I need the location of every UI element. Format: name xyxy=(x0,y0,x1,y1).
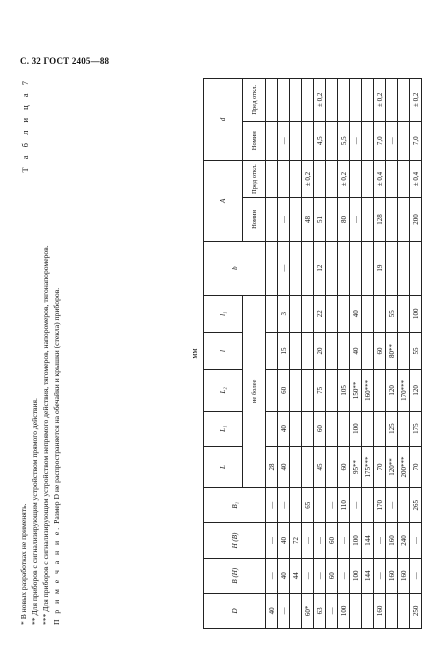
table-cell: 200*** xyxy=(398,446,410,487)
table-cell xyxy=(302,446,314,487)
table-cell: — xyxy=(326,488,338,523)
table-cell: 48 xyxy=(302,198,314,242)
table-cell: — xyxy=(278,593,290,628)
table-row xyxy=(398,79,410,629)
table-cell xyxy=(362,593,374,628)
table-cell xyxy=(350,241,362,295)
units-label: мм xyxy=(190,348,199,359)
col-d-dev: Пред откл. xyxy=(243,79,266,122)
table-cell xyxy=(326,411,338,446)
table-cell xyxy=(290,488,302,523)
table-cell xyxy=(398,79,410,122)
table-cell xyxy=(350,79,362,122)
table-cell: — xyxy=(266,558,278,593)
note-text: Размер D не распространяется на обечайки и крышки (стекла) приборов. xyxy=(52,287,61,524)
table-row xyxy=(338,79,350,629)
col-B: B (H) xyxy=(204,558,266,593)
table-cell xyxy=(302,411,314,446)
table-cell: 51 xyxy=(314,198,326,242)
col-l: l xyxy=(204,332,243,369)
table-cell xyxy=(326,295,338,332)
table-cell: 200 xyxy=(410,198,422,242)
table-cell xyxy=(338,79,350,122)
table-cell: 120** xyxy=(386,446,398,487)
col-d-nom: Номин xyxy=(243,121,266,160)
table-row xyxy=(410,79,422,629)
table-cell xyxy=(326,198,338,242)
table-cell: 128 xyxy=(374,198,386,242)
table-cell xyxy=(290,332,302,369)
table-cell: 125 xyxy=(386,411,398,446)
table-cell: 12 xyxy=(314,241,326,295)
table-row xyxy=(266,79,278,629)
table-cell xyxy=(290,121,302,160)
table-cell: — xyxy=(326,593,338,628)
table-cell xyxy=(266,411,278,446)
table-row xyxy=(362,79,374,629)
table-cell xyxy=(290,160,302,197)
dimensions-table xyxy=(203,78,422,629)
table-cell: 5,5 xyxy=(338,121,350,160)
table-cell: 60* xyxy=(302,593,314,628)
table-cell: — xyxy=(278,488,290,523)
table-cell: 44 xyxy=(290,558,302,593)
col-b: b xyxy=(204,241,266,295)
table-cell: — xyxy=(374,523,386,558)
table-cell: — xyxy=(410,558,422,593)
table-cell: 28 xyxy=(266,446,278,487)
table-cell xyxy=(290,79,302,122)
table-cell xyxy=(302,241,314,295)
table-row xyxy=(386,79,398,629)
table-cell xyxy=(290,446,302,487)
table-cell xyxy=(398,593,410,628)
table-cell xyxy=(398,411,410,446)
table-cell: — xyxy=(278,241,290,295)
table-cell xyxy=(362,488,374,523)
table-cell xyxy=(338,332,350,369)
table-cell: 40 xyxy=(278,411,290,446)
table-cell: 60 xyxy=(326,558,338,593)
table-cell: 70 xyxy=(374,446,386,487)
table-cell: 175*** xyxy=(362,446,374,487)
table-cell: — xyxy=(314,523,326,558)
table-cell: 160*** xyxy=(362,370,374,411)
table-cell xyxy=(374,295,386,332)
table-cell: 170*** xyxy=(398,370,410,411)
table-cell: 55 xyxy=(410,332,422,369)
table-cell: 40 xyxy=(278,558,290,593)
table-cell: 7,0 xyxy=(374,121,386,160)
table-cell: — xyxy=(350,121,362,160)
table-cell: 250 xyxy=(410,593,422,628)
table-cell: 100 xyxy=(350,558,362,593)
page-header: С. 32 ГОСТ 2405—88 xyxy=(20,56,110,66)
rotated-content xyxy=(18,78,420,629)
table-cell xyxy=(266,160,278,197)
footnote-2: ** Для приборов с сигнализирующим устройством прямого действия. xyxy=(30,398,39,625)
table-cell: 105 xyxy=(338,370,350,411)
table-cell xyxy=(338,411,350,446)
col-H: H (B) xyxy=(204,523,266,558)
table-caption: Т а б л и ц а 7 xyxy=(20,78,30,173)
table-cell: — xyxy=(266,523,278,558)
table-cell: — xyxy=(350,488,362,523)
table-cell: ± 0,2 xyxy=(410,79,422,122)
table-cell: 40 xyxy=(350,332,362,369)
note xyxy=(51,80,62,625)
table-cell: 20 xyxy=(314,332,326,369)
table-cell xyxy=(278,160,290,197)
table-row xyxy=(350,79,362,629)
table-cell xyxy=(338,295,350,332)
table-cell: 100 xyxy=(338,593,350,628)
table-cell: 265 xyxy=(410,488,422,523)
table-cell xyxy=(362,198,374,242)
table-cell xyxy=(362,121,374,160)
table-cell: — xyxy=(314,558,326,593)
table-cell: — xyxy=(338,523,350,558)
table-cell xyxy=(266,332,278,369)
table-cell xyxy=(338,241,350,295)
col-A: A xyxy=(204,160,243,241)
table-cell xyxy=(386,79,398,122)
table-cell xyxy=(302,121,314,160)
table-cell xyxy=(290,370,302,411)
table-cell xyxy=(266,121,278,160)
col-D: D xyxy=(204,593,266,628)
table-cell: 170 xyxy=(374,488,386,523)
table-cell: — xyxy=(350,198,362,242)
table-cell xyxy=(350,160,362,197)
table-cell xyxy=(362,295,374,332)
table-cell: 60 xyxy=(326,523,338,558)
table-cell: — xyxy=(410,523,422,558)
table-cell: — xyxy=(386,488,398,523)
table-cell xyxy=(290,411,302,446)
table-cell xyxy=(374,411,386,446)
table-cell: 80** xyxy=(386,332,398,369)
table-cell xyxy=(398,488,410,523)
table-cell xyxy=(398,198,410,242)
table-cell xyxy=(290,295,302,332)
table-cell: 40 xyxy=(266,593,278,628)
table-cell: 160 xyxy=(398,558,410,593)
note-label: П р и м е ч а н и е. xyxy=(52,525,61,625)
col-L2: L₂ xyxy=(204,370,243,411)
table-cell xyxy=(362,241,374,295)
table-cell: 144 xyxy=(362,558,374,593)
footnotes xyxy=(18,80,62,625)
table-cell: 60 xyxy=(314,411,326,446)
table-cell xyxy=(386,198,398,242)
table-cell: 65 xyxy=(302,488,314,523)
table-cell: 70 xyxy=(410,446,422,487)
table-cell xyxy=(398,332,410,369)
table-cell: 75 xyxy=(314,370,326,411)
table-cell: ± 0,2 xyxy=(374,79,386,122)
table-row xyxy=(290,79,302,629)
table-row xyxy=(302,79,314,629)
table-cell xyxy=(314,488,326,523)
table-row xyxy=(314,79,326,629)
table-cell: 100 xyxy=(350,411,362,446)
table-cell: 95** xyxy=(350,446,362,487)
table-cell: 100 xyxy=(350,523,362,558)
table-cell: 175 xyxy=(410,411,422,446)
table-cell: — xyxy=(266,488,278,523)
table-cell xyxy=(266,295,278,332)
table-cell xyxy=(326,446,338,487)
table-cell: — xyxy=(302,523,314,558)
footnote-1: * В новых разработках не применять. xyxy=(19,503,28,625)
table-cell: 19 xyxy=(374,241,386,295)
table-cell xyxy=(326,79,338,122)
table-cell xyxy=(374,370,386,411)
table-cell xyxy=(302,295,314,332)
table-cell xyxy=(302,332,314,369)
table-cell: 60 xyxy=(278,370,290,411)
table-cell xyxy=(326,370,338,411)
col-B1: B₁ xyxy=(204,488,266,523)
col-l1: l₁ xyxy=(204,295,243,332)
table-cell xyxy=(266,79,278,122)
table-cell xyxy=(362,79,374,122)
table-cell xyxy=(398,160,410,197)
table-cell: 160 xyxy=(386,558,398,593)
table-cell xyxy=(386,593,398,628)
table-cell: ± 0,2 xyxy=(338,160,350,197)
table-cell xyxy=(290,241,302,295)
table-cell xyxy=(278,79,290,122)
table-cell xyxy=(266,241,278,295)
table-row xyxy=(374,79,386,629)
table-body xyxy=(266,79,422,629)
table-cell xyxy=(362,160,374,197)
table-cell: 120 xyxy=(410,370,422,411)
table-cell: 15 xyxy=(278,332,290,369)
table-cell: 150** xyxy=(350,370,362,411)
table-cell: ± 0,2 xyxy=(314,79,326,122)
table-cell xyxy=(410,241,422,295)
col-L1: L₁ xyxy=(204,411,243,446)
table-cell xyxy=(398,241,410,295)
table-cell: 72 xyxy=(290,523,302,558)
table-cell: 40 xyxy=(350,295,362,332)
table-cell xyxy=(266,198,278,242)
col-A-nom: Номин xyxy=(243,198,266,242)
table-cell xyxy=(290,198,302,242)
table-cell: 4,5 xyxy=(314,121,326,160)
table-cell: 60 xyxy=(374,332,386,369)
table-cell: — xyxy=(302,558,314,593)
table-cell: 60 xyxy=(338,446,350,487)
table-cell xyxy=(386,241,398,295)
table-cell xyxy=(314,160,326,197)
table-cell: — xyxy=(386,121,398,160)
table-cell: 160 xyxy=(374,593,386,628)
table-cell: ± 0,4 xyxy=(410,160,422,197)
table-cell xyxy=(398,121,410,160)
table-cell: 45 xyxy=(314,446,326,487)
table-cell: — xyxy=(374,558,386,593)
table-cell: 80 xyxy=(338,198,350,242)
table-cell xyxy=(326,160,338,197)
table-cell xyxy=(362,332,374,369)
table-cell: 63 xyxy=(314,593,326,628)
table-cell: 110 xyxy=(338,488,350,523)
table-cell: 7,0 xyxy=(410,121,422,160)
table-cell: 40 xyxy=(278,523,290,558)
table-cell xyxy=(302,370,314,411)
table-row xyxy=(326,79,338,629)
table-cell xyxy=(326,332,338,369)
not-more-than: не более xyxy=(243,295,266,488)
col-L: L xyxy=(204,446,243,487)
table-cell xyxy=(290,593,302,628)
table-cell: — xyxy=(338,558,350,593)
table-cell xyxy=(302,79,314,122)
table-cell xyxy=(266,370,278,411)
table-cell: — xyxy=(278,121,290,160)
footnote-3: *** Для приборов с сигнализирующим устройством непрямого действия, тягомеров, напоромеров, тягонапоромеров. xyxy=(41,245,50,625)
table-row xyxy=(278,79,290,629)
table-cell: 240 xyxy=(398,523,410,558)
table-cell xyxy=(398,295,410,332)
table-cell xyxy=(386,160,398,197)
table-cell: ± 0,2 xyxy=(302,160,314,197)
table-cell: 160 xyxy=(386,523,398,558)
table-cell xyxy=(362,411,374,446)
table-cell: 55 xyxy=(386,295,398,332)
table-cell: 22 xyxy=(314,295,326,332)
col-A-dev: Пред откл. xyxy=(243,160,266,197)
table-cell xyxy=(326,121,338,160)
table-cell: ± 0,4 xyxy=(374,160,386,197)
table-cell: 120 xyxy=(386,370,398,411)
table-cell: 100 xyxy=(410,295,422,332)
table-cell: — xyxy=(278,198,290,242)
col-d: d xyxy=(204,79,243,161)
table-cell xyxy=(326,241,338,295)
table-cell: 144 xyxy=(362,523,374,558)
table-cell: 3 xyxy=(278,295,290,332)
table-cell xyxy=(350,593,362,628)
table-cell: 40 xyxy=(278,446,290,487)
